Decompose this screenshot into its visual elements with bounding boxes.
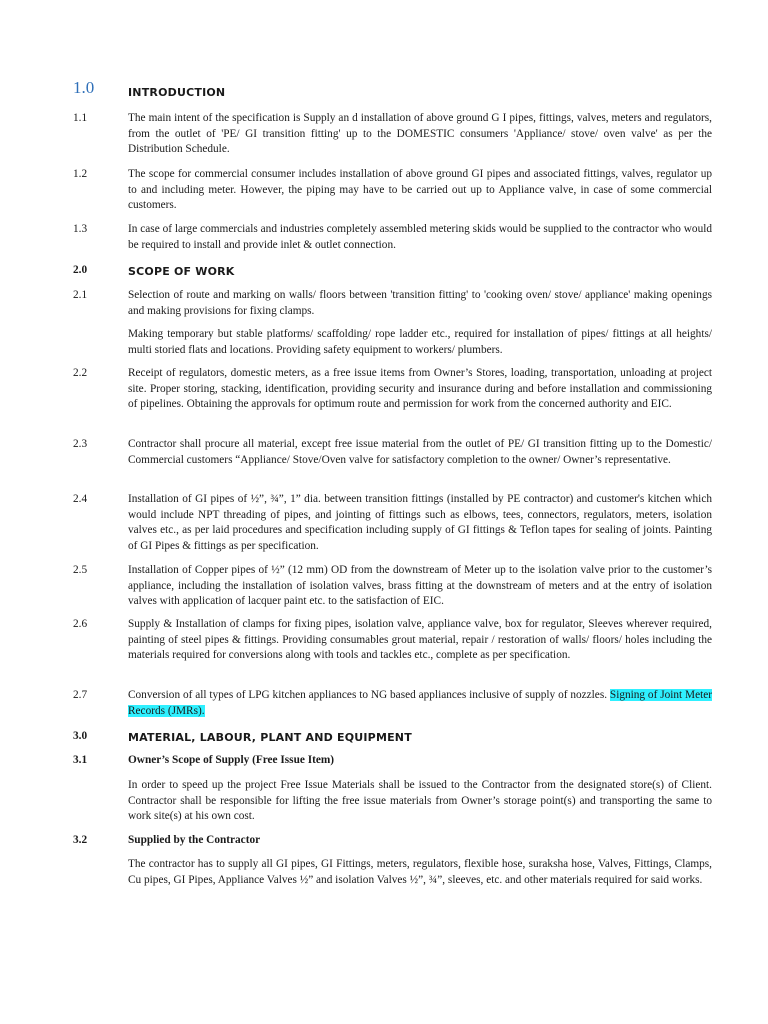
item-text: Contractor shall procure all material, except free issue material from the outlet of PE/ GI transition fitting up to the Domestic/ Commercial customers “Appliance/ Stove/Oven valve for satisfactory completion to the owner/ Owner’s representative. bbox=[128, 438, 712, 466]
highlighted-text: Signing of Joint Meter Records (JMRs). bbox=[128, 689, 713, 717]
item-number: 1.3 bbox=[73, 223, 88, 235]
section-heading: SCOPE OF WORK bbox=[128, 265, 235, 278]
subsection-heading: Supplied by the Contractor bbox=[128, 834, 261, 846]
item-number: 2.7 bbox=[73, 689, 88, 701]
section-heading: MATERIAL, LABOUR, PLANT AND EQUIPMENT bbox=[128, 731, 412, 744]
item-text: The scope for commercial consumer includes installation of above ground GI pipes and associated fittings, valves, regulator up to and including meter. However, the piping may have to be carried out up to Appliance valve, in case of some commercial customers. bbox=[128, 168, 712, 212]
item-text: The main intent of the specification is Supply an d installation of above ground G I pipes, fittings, valves, meters and regulators, from the outlet of 'PE/ GI transition fitting' up to the DOMESTIC consumers 'Appliance/ stove/ oven valve' as per the Distribution Schedule. bbox=[128, 112, 712, 156]
item-text: Selection of route and marking on walls/ floors between 'transition fitting' to 'cooking oven/ stove/ appliance' making openings and making provisions for fixing clamps. bbox=[128, 289, 712, 317]
section-number: 1.0 bbox=[73, 78, 95, 97]
item-number: 1.2 bbox=[73, 168, 88, 180]
subsection-number: 3.1 bbox=[73, 754, 88, 766]
section-number: 3.0 bbox=[73, 730, 88, 742]
section-number: 2.0 bbox=[73, 264, 88, 276]
item-number: 2.1 bbox=[73, 289, 88, 301]
item-text: Supply & Installation of clamps for fixing pipes, isolation valve, appliance valve, box for regulator, Sleeves wherever required, painting of steel pipes & fittings. Providing consumables grout material, repair / restoration of walls/ floors/ holes including the materials required for conversions along with tools and tackles etc., complete as per specification. bbox=[128, 618, 712, 662]
item-number: 2.2 bbox=[73, 367, 88, 379]
item-number: 2.4 bbox=[73, 493, 88, 505]
item-number: 2.5 bbox=[73, 564, 88, 576]
item-number: 2.6 bbox=[73, 618, 88, 630]
item-text: Installation of GI pipes of ½”, ¾”, 1” dia. between transition fittings (installed by PE contractor) and customer's kitchen which would include NPT threading of pipes, and jointing of fittings such as elbows, tees, connectors, regulators, meters, isolation valves etc., as per laid procedures and specification including supply of GI fittings & Teflon tapes for sealing of joints. Painting of GI Pipes & fittings as per specification. bbox=[128, 493, 712, 553]
subsection-number: 3.2 bbox=[73, 834, 88, 846]
item-number: 2.3 bbox=[73, 438, 88, 450]
item-text: Receipt of regulators, domestic meters, as a free issue items from Owner’s Stores, loading, transportation, unloading at project site. Proper storing, stacking, identification, providing security and insurance during and before installation and commissioning of pipelines. Obtaining the approvals for optimum route and permission for work from the concerned authority and EIC. bbox=[128, 367, 712, 411]
subsection-heading: Owner’s Scope of Supply (Free Issue Item) bbox=[128, 754, 335, 766]
item-text: In case of large commercials and industries completely assembled metering skids would be supplied to the contractor who would be required to install and provide inlet & outlet connection. bbox=[128, 223, 712, 251]
item-text: The contractor has to supply all GI pipes, GI Fittings, meters, regulators, flexible hose, suraksha hose, Valves, Fittings, Clamps, Cu pipes, GI Pipes, Appliance Valves ½” and isolation Valves ½”, ¾”, sleeves, etc. and other materials required for said works. bbox=[128, 858, 712, 886]
item-text-plain: Conversion of all types of LPG kitchen appliances to NG based appliances inclusive of supply of nozzles. bbox=[128, 689, 608, 701]
item-number: 1.1 bbox=[73, 112, 88, 124]
item-text: In order to speed up the project Free Issue Materials shall be issued to the Contractor from the designated store(s) of Client. Contractor shall be responsible for lifting the free issue materials from Owner’s storage point(s) and transporting the same to work site(s) at his own cost. bbox=[128, 779, 712, 823]
item-text: Installation of Copper pipes of ½” (12 mm) OD from the downstream of Meter up to the isolation valve prior to the customer’s appliance, including the installation of isolation valves, brass fitting at the downstream of meters and at the entry of isolation valves with application of lacquer paint etc. to the satisfaction of EIC. bbox=[128, 564, 712, 608]
section-heading: INTRODUCTION bbox=[128, 86, 226, 99]
item-text bbox=[128, 688, 712, 719]
item-text: Making temporary but stable platforms/ scaffolding/ rope ladder etc., required for installation of pipes/ fittings at all heights/ multi storied flats and locations. Providing safety equipment to workers/ plumbers. bbox=[128, 328, 712, 356]
